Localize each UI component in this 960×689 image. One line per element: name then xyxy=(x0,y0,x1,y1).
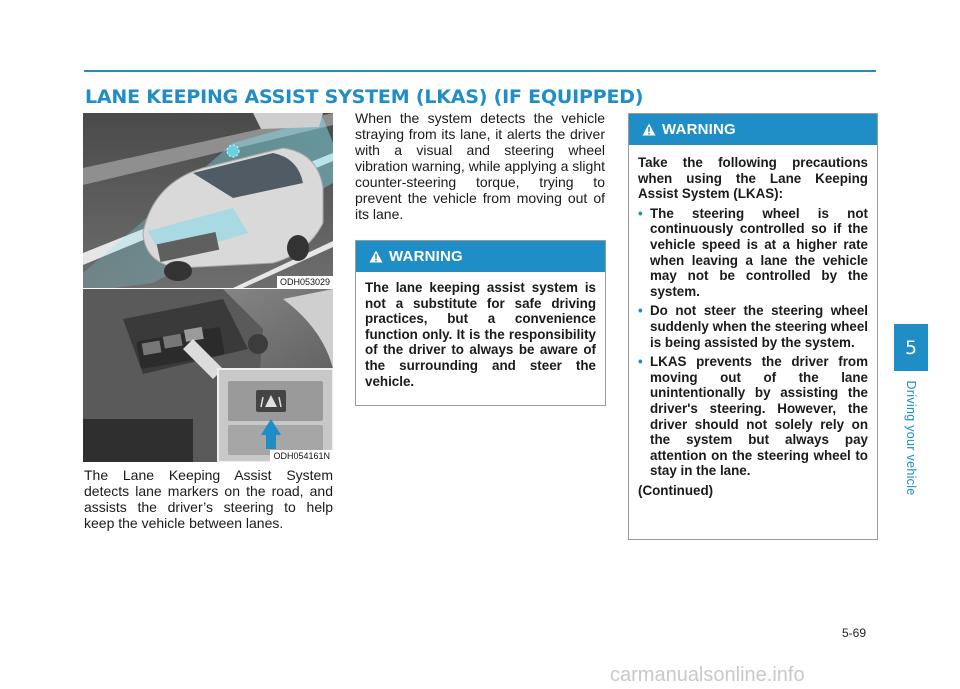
lkas-icon xyxy=(256,390,286,412)
figure-code: ODH053029 xyxy=(277,276,333,288)
list-item: • Do not steer the steering wheel suddenly when the steering wheel is being assisted by the system. xyxy=(638,303,868,350)
intro-paragraph: The Lane Keeping Assist System detects lane markers on the road, and assists the driver’s steering to help keep the vehicle between lanes. xyxy=(84,467,333,531)
list-item: • LKAS prevents the driver from moving out of the lane unintentionally by assisting the driver's steering. However, the driver should not solely rely on the system but always pay attention on the steering wheel to stay in the lane. xyxy=(638,354,868,479)
warning-list xyxy=(638,206,868,479)
warning-triangle-icon xyxy=(369,250,383,263)
figure-lkas-button xyxy=(83,289,333,462)
warning-header xyxy=(356,241,605,272)
warning-box-precautions xyxy=(628,113,878,540)
warning-triangle-icon xyxy=(642,123,656,136)
warning-box xyxy=(355,240,606,406)
detection-paragraph: When the system detects the vehicle straying from its lane, it alerts the driver with a visual and steering wheel vibration warning, while applying a slight counter-steering torque, trying to prevent the vehicle from moving out of its lane. xyxy=(355,110,605,222)
section-title: LANE KEEPING ASSIST SYSTEM (LKAS) (IF EQUIPPED) xyxy=(85,86,644,108)
watermark: carmanualsonline.info xyxy=(610,664,805,686)
chapter-tab: 5 xyxy=(894,324,928,371)
header-rule xyxy=(84,70,876,72)
chapter-name: Driving your vehicle xyxy=(904,380,918,496)
continued-label: (Continued) xyxy=(638,482,714,498)
list-item: • The steering wheel is not continuously controlled so if the vehicle speed is at a higher rate when leaving a lane the vehicle may not be controlled by the system. xyxy=(638,206,868,300)
warning-intro: Take the following precautions when using the Lane Keeping Assist System (LKAS): xyxy=(638,155,868,202)
warning-header xyxy=(629,114,877,145)
figure-car-on-lane xyxy=(83,113,333,288)
figure-code: ODH054161N xyxy=(270,450,333,462)
page-number: 5-69 xyxy=(842,626,867,640)
warning-heading: WARNING xyxy=(389,248,463,265)
warning-text: The lane keeping assist system is not a substitute for safe driving practices, but a convenience function only. It is the responsibility of the driver to always be aware of the surrounding and steer the vehicle. xyxy=(365,280,596,389)
warning-heading: WARNING xyxy=(662,121,736,138)
